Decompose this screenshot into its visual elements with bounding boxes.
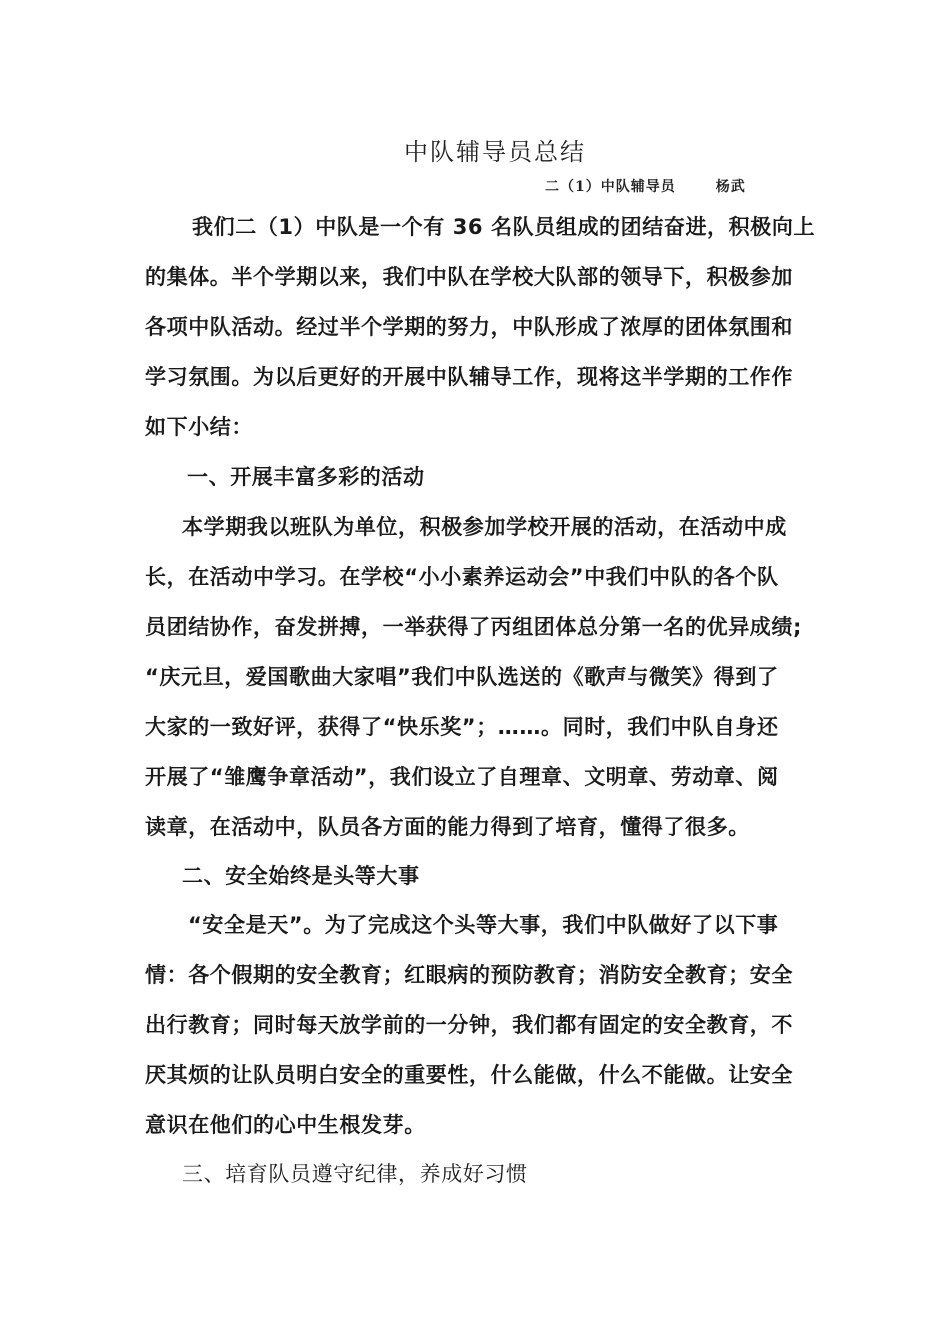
paragraph-line: 本学期我以班队为单位，积极参加学校开展的活动，在活动中成 [182,515,787,539]
paragraph-line: 意识在他们的心中生根发芽。 [145,1113,426,1137]
paragraph-line: 学习氛围。为以后更好的开展中队辅导工作，现将这半学期的工作作 [145,365,793,389]
author-line [545,176,746,196]
paragraph-line: “庆元旦，爱国歌曲大家唱”我们中队选送的《歌声与微笑》得到了 [145,665,779,689]
paragraph-line: 读章，在活动中，队员各方面的能力得到了培育，懂得了很多。 [145,815,750,839]
paragraph-line: 员团结协作，奋发拼搏，一举获得了丙组团体总分第一名的优异成绩; [145,615,802,639]
paragraph-line: 情：各个假期的安全教育；红眼病的预防教育；消防安全教育；安全 [145,963,793,987]
paragraph-line: 各项中队活动。经过半个学期的努力，中队形成了浓厚的团体氛围和 [145,315,793,339]
paragraph-line: 我们二（1）中队是一个有 36 名队员组成的团结奋进，积极向上 [192,215,816,239]
paragraph-line: 如下小结： [145,415,253,439]
section-heading-1: 一、开展丰富多彩的活动 [187,465,425,489]
paragraph-line: 开展了“雏鹰争章活动”，我们设立了自理章、文明章、劳动章、阅 [145,765,779,789]
author-class: 二（1）中队辅导员 [545,179,676,195]
paragraph-line: 厌其烦的让队员明白安全的重要性，什么能做，什么不能做。让安全 [145,1063,793,1087]
section-heading-3: 三、培育队员遵守纪律，养成好习惯 [182,1162,528,1186]
paragraph-line: 大家的一致好评，获得了“快乐奖”；……。同时，我们中队自身还 [145,715,779,739]
paragraph-line: 的集体。半个学期以来，我们中队在学校大队部的领导下，积极参加 [145,265,793,289]
paragraph-line: 出行教育；同时每天放学前的一分钟，我们都有固定的安全教育，不 [145,1013,793,1037]
paragraph-line: “安全是天”。为了完成这个头等大事，我们中队做好了以下事 [188,913,779,937]
paragraph-line: 长，在活动中学习。在学校“小小素养运动会”中我们中队的各个队 [145,565,779,589]
author-name: 杨武 [715,179,746,195]
section-heading-2: 二、安全始终是头等大事 [182,864,420,888]
document-title: 中队辅导员总结 [404,138,586,166]
